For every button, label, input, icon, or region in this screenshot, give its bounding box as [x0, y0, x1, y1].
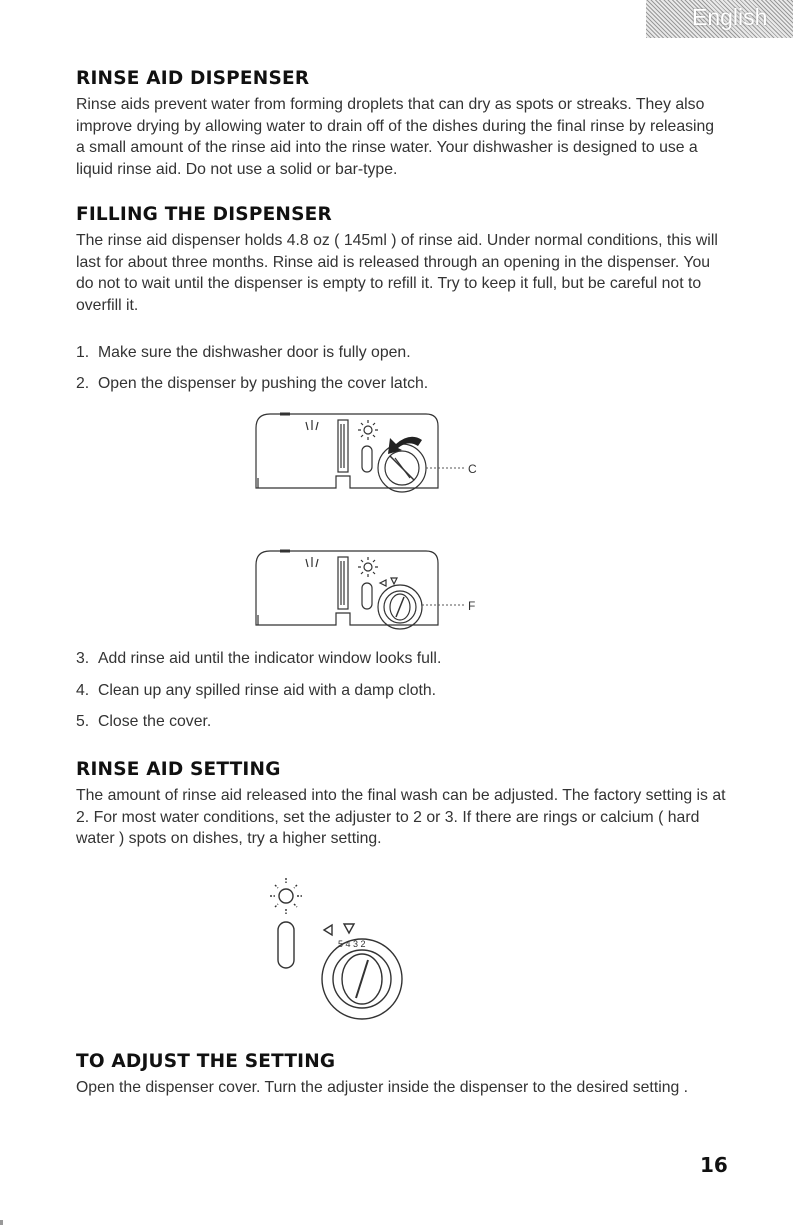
adjuster-dial-figure — [270, 872, 430, 1032]
step-item: 1. Make sure the dishwasher door is fully open. — [76, 344, 411, 361]
dispenser-full-figure — [250, 545, 500, 635]
figure-label-f: F — [468, 599, 476, 613]
paragraph-rinse-aid-setting: The amount of rinse aid released into the final wash can be adjusted. The factory setting is at 2. For most water conditions, set the adjuster to 2 or 3. If there are rings or calcium ( hard water ) spots on dishes, try a higher setting. — [76, 787, 726, 848]
dispenser-open-figure — [250, 408, 500, 498]
step-item: 2. Open the dispenser by pushing the cover latch. — [76, 375, 429, 392]
heading-rinse-aid-dispenser: RINSE AID DISPENSER — [76, 68, 310, 89]
language-tab — [646, 0, 793, 38]
paragraph-rinse-aid-dispenser: Rinse aids prevent water from forming droplets that can dry as spots or streaks. They also improve drying by allowing water to drain off of the dishes during the final rinse by releasing a small amount of the rinse aid into the rinse water. Your dishwasher is designed to use a liquid rinse aid. Do not use a solid or bar-type. — [76, 96, 715, 178]
heading-rinse-aid-setting: RINSE AID SETTING — [76, 759, 281, 780]
step-item: 5. Close the cover. — [76, 713, 212, 730]
language-label: English — [692, 4, 768, 30]
step-item: 3. Add rinse aid until the indicator window looks full. — [76, 650, 442, 667]
paragraph-filling-dispenser: The rinse aid dispenser holds 4.8 oz ( 145ml ) of rinse aid. Under normal conditions, this will last for about three months. Rinse aid is released through an opening in the dispenser. You do not to wait until the dispenser is empty to refill it. Try to keep it full, but be careful not to overfill it. — [76, 232, 718, 314]
paragraph-adjust-setting: Open the dispenser cover. Turn the adjuster inside the dispenser to the desired setting . — [76, 1079, 689, 1096]
heading-adjust-setting: TO ADJUST THE SETTING — [76, 1051, 336, 1072]
heading-filling-dispenser: FILLING THE DISPENSER — [76, 204, 332, 225]
page-number: 16 — [700, 1153, 728, 1177]
dial-setting-numbers: 5 4 3 2 — [338, 939, 366, 949]
step-item: 4. Clean up any spilled rinse aid with a damp cloth. — [76, 682, 437, 699]
figure-label-c: C — [468, 462, 477, 476]
scan-edge-mark — [0, 1220, 3, 1225]
